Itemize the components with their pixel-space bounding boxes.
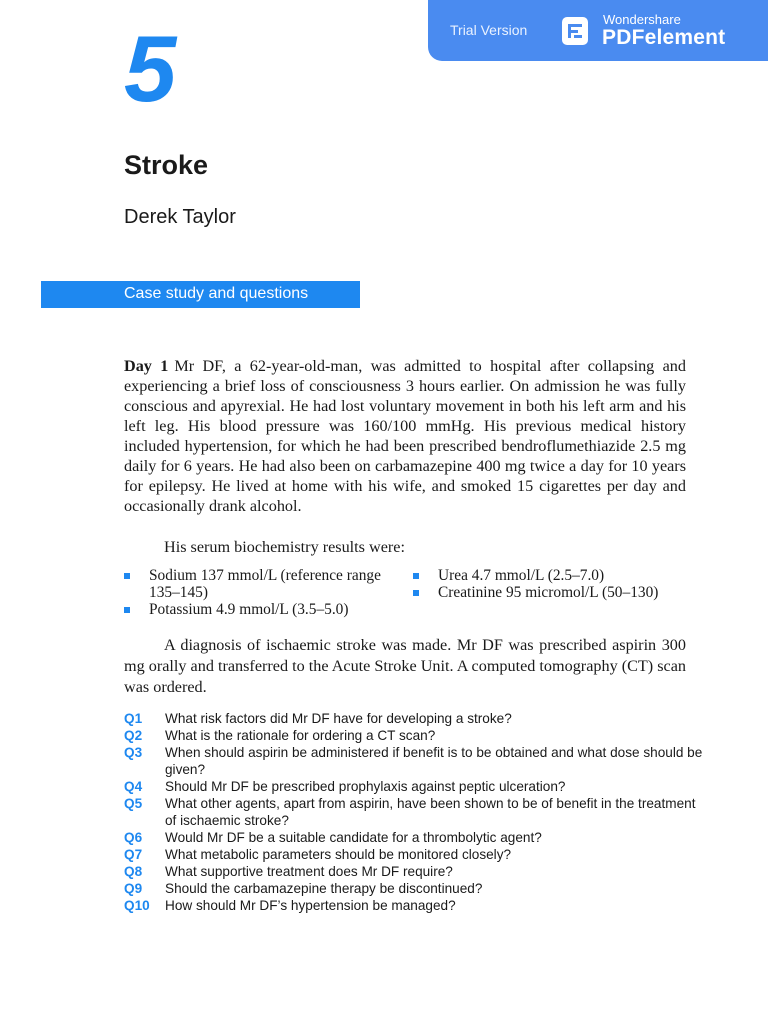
question-number: Q4 xyxy=(124,779,143,794)
diagnosis-paragraph: A diagnosis of ischaemic stroke was made. Mr DF was prescribed aspirin 300 mg orally and transferred to the Acute Stroke Unit. A computed tomography (CT) scan was ordered. xyxy=(124,636,686,696)
trial-watermark-banner[interactable] xyxy=(428,0,768,61)
question-text: What risk factors did Mr DF have for developing a stroke? xyxy=(165,711,512,726)
question-number: Q8 xyxy=(124,864,143,879)
list-item xyxy=(413,584,673,601)
chapter-title: Stroke xyxy=(124,150,209,180)
bullet-square-icon xyxy=(413,573,419,579)
question-item xyxy=(124,829,704,846)
question-item xyxy=(124,863,704,880)
question-item xyxy=(124,778,704,795)
pdfelement-logo-icon xyxy=(562,17,588,45)
bullet-square-icon xyxy=(413,590,419,596)
case-text: Mr DF, a 62-year-old-man, was admitted to hospital after collapsing and experiencing a brief loss of consciousness 3 hours earlier. On admission he was fully conscious and apyrexial. He had lost voluntary movement in both his left arm and his left leg. His blood pressure was 160/100 mmHg. His previous medical history included hypertension, for which he had been prescribed bendroflumethiazide 2.5 mg daily for 6 years. He had also been on carbamazepine 400 mg twice a day for 10 years for epilepsy. He lived at home with his wife, and smoked 15 cigarettes per day and occasionally drank alcohol. xyxy=(124,357,686,515)
question-text: What other agents, apart from aspirin, have been shown to be of benefit in the treatment of ischaemic stroke? xyxy=(165,796,696,828)
question-number: Q9 xyxy=(124,881,143,896)
biochem-value: Creatinine 95 micromol/L (50–130) xyxy=(438,584,659,601)
question-item xyxy=(124,897,704,914)
biochem-value: Potassium 4.9 mmol/L (3.5–5.0) xyxy=(149,601,349,618)
question-text: When should aspirin be administered if benefit is to be obtained and what dose should be given? xyxy=(165,745,703,777)
question-item xyxy=(124,744,704,778)
question-list xyxy=(124,710,704,914)
section-heading: Case study and questions xyxy=(124,285,309,302)
day-label: Day 1 xyxy=(124,357,169,375)
bullet-square-icon xyxy=(124,607,130,613)
biochem-value: Sodium 137 mmol/L (reference range 135–145) xyxy=(149,567,381,601)
chapter-number: 5 xyxy=(124,16,177,121)
question-text: Should the carbamazepine therapy be discontinued? xyxy=(165,881,483,896)
bullet-square-icon xyxy=(124,573,130,579)
chapter-author: Derek Taylor xyxy=(124,206,236,228)
question-item xyxy=(124,880,704,897)
question-text: What metabolic parameters should be monitored closely? xyxy=(165,847,512,862)
question-text: What supportive treatment does Mr DF require? xyxy=(165,864,453,879)
serum-intro: His serum biochemistry results were: xyxy=(164,538,405,556)
case-paragraph xyxy=(124,356,686,516)
question-item xyxy=(124,795,704,829)
question-number: Q5 xyxy=(124,796,143,811)
section-heading-bar xyxy=(41,281,360,308)
brand-company-name: Wondershare xyxy=(603,12,681,27)
question-text: How should Mr DF’s hypertension be managed? xyxy=(165,898,456,913)
brand-product-name: PDFelement xyxy=(602,26,726,49)
biochem-list-right xyxy=(413,567,673,601)
biochem-value: Urea 4.7 mmol/L (2.5–7.0) xyxy=(438,567,605,584)
question-number: Q2 xyxy=(124,728,143,743)
question-number: Q3 xyxy=(124,745,143,760)
trial-version-label: Trial Version xyxy=(450,22,528,38)
question-number: Q7 xyxy=(124,847,143,862)
question-number: Q6 xyxy=(124,830,143,845)
biochem-list-left xyxy=(124,567,394,618)
question-text: What is the rationale for ordering a CT scan? xyxy=(165,728,436,743)
question-number: Q1 xyxy=(124,711,143,726)
list-item xyxy=(124,601,394,618)
question-item xyxy=(124,710,704,727)
question-text: Would Mr DF be a suitable candidate for a thrombolytic agent? xyxy=(165,830,542,845)
question-item xyxy=(124,727,704,744)
list-item xyxy=(413,567,673,584)
question-text: Should Mr DF be prescribed prophylaxis against peptic ulceration? xyxy=(165,779,566,794)
question-item xyxy=(124,846,704,863)
list-item xyxy=(124,567,394,601)
question-number: Q10 xyxy=(124,898,150,913)
